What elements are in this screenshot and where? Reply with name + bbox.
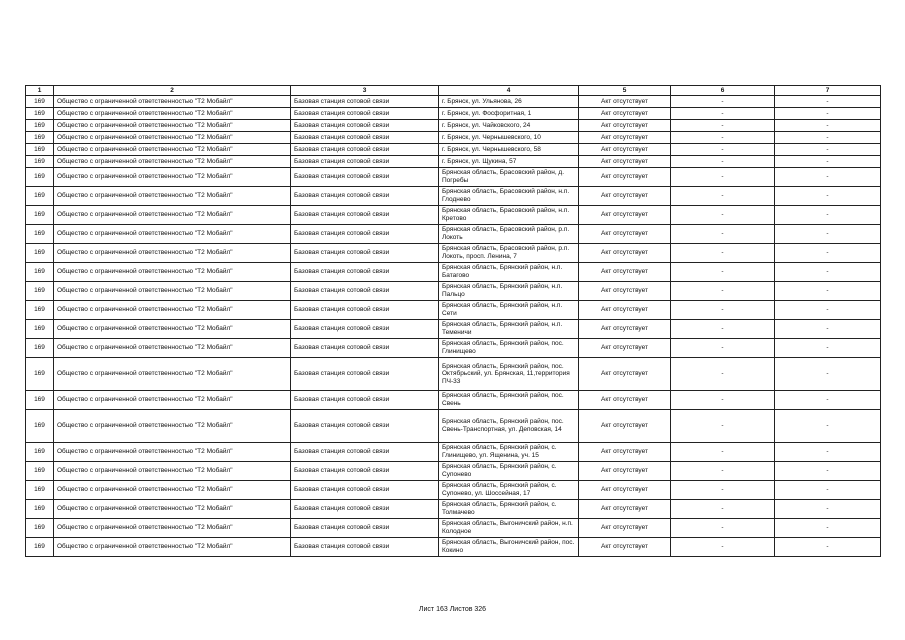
address-cell: Брянская область, Выгоничский район, пос. Кокино [439,538,579,557]
act-cell: Акт отсутствует [579,168,671,187]
registry-table [25,85,881,557]
row-number-cell: 169 [26,108,54,120]
act-cell: Акт отсутствует [579,120,671,132]
address-cell: Брянская область, Брянский район, н.п. Теменичи [439,320,579,339]
organization-cell: Общество с ограниченной ответственностью "Т2 Мобайл" [54,500,291,519]
table-row [26,263,881,282]
organization-cell: Общество с ограниченной ответственностью "Т2 Мобайл" [54,156,291,168]
table-row [26,244,881,263]
table-row [26,339,881,358]
table-row [26,120,881,132]
column-6-cell: - [671,339,775,358]
table-body [26,96,881,557]
column-header: 3 [291,86,439,96]
table-row [26,410,881,443]
organization-cell: Общество с ограниченной ответственностью "Т2 Мобайл" [54,206,291,225]
address-cell: г. Брянск, ул. Чайковского, 24 [439,120,579,132]
organization-cell: Общество с ограниченной ответственностью "Т2 Мобайл" [54,519,291,538]
address-cell: г. Брянск, ул. Фосфоритная, 1 [439,108,579,120]
row-number-cell: 169 [26,156,54,168]
organization-cell: Общество с ограниченной ответственностью "Т2 Мобайл" [54,339,291,358]
table-row [26,187,881,206]
address-cell: г. Брянск, ул. Чернышевского, 10 [439,132,579,144]
column-6-cell: - [671,132,775,144]
row-number-cell: 169 [26,225,54,244]
row-number-cell: 169 [26,339,54,358]
act-cell: Акт отсутствует [579,282,671,301]
column-6-cell: - [671,263,775,282]
object-cell: Базовая станция сотовой связи [291,538,439,557]
organization-cell: Общество с ограниченной ответственностью "Т2 Мобайл" [54,144,291,156]
row-number-cell: 169 [26,320,54,339]
act-cell: Акт отсутствует [579,462,671,481]
organization-cell: Общество с ограниченной ответственностью "Т2 Мобайл" [54,481,291,500]
organization-cell: Общество с ограниченной ответственностью "Т2 Мобайл" [54,443,291,462]
row-number-cell: 169 [26,500,54,519]
column-7-cell: - [775,538,881,557]
column-6-cell: - [671,168,775,187]
address-cell: Брянская область, Брянский район, с. Толмачево [439,500,579,519]
address-cell: Брянская область, Брасовский район, н.п. Глоднево [439,187,579,206]
column-7-cell: - [775,144,881,156]
column-7-cell: - [775,462,881,481]
organization-cell: Общество с ограниченной ответственностью "Т2 Мобайл" [54,391,291,410]
object-cell: Базовая станция сотовой связи [291,206,439,225]
column-6-cell: - [671,120,775,132]
object-cell: Базовая станция сотовой связи [291,156,439,168]
act-cell: Акт отсутствует [579,225,671,244]
column-6-cell: - [671,519,775,538]
row-number-cell: 169 [26,443,54,462]
row-number-cell: 169 [26,244,54,263]
table-row [26,443,881,462]
object-cell: Базовая станция сотовой связи [291,108,439,120]
address-cell: Брянская область, Выгоничский район, н.п. Колодное [439,519,579,538]
row-number-cell: 169 [26,187,54,206]
act-cell: Акт отсутствует [579,96,671,108]
column-6-cell: - [671,96,775,108]
act-cell: Акт отсутствует [579,339,671,358]
table-row [26,301,881,320]
table-row [26,108,881,120]
object-cell: Базовая станция сотовой связи [291,282,439,301]
table-row [26,519,881,538]
column-6-cell: - [671,301,775,320]
address-cell: Брянская область, Брянский район, н.п. Пальцо [439,282,579,301]
table-row [26,96,881,108]
column-7-cell: - [775,120,881,132]
column-6-cell: - [671,244,775,263]
row-number-cell: 169 [26,519,54,538]
column-7-cell: - [775,244,881,263]
column-7-cell: - [775,410,881,443]
act-cell: Акт отсутствует [579,391,671,410]
column-6-cell: - [671,187,775,206]
organization-cell: Общество с ограниченной ответственностью "Т2 Мобайл" [54,96,291,108]
column-6-cell: - [671,391,775,410]
column-6-cell: - [671,481,775,500]
table-row [26,358,881,391]
object-cell: Базовая станция сотовой связи [291,410,439,443]
address-cell: г. Брянск, ул. Щукина, 57 [439,156,579,168]
object-cell: Базовая станция сотовой связи [291,391,439,410]
organization-cell: Общество с ограниченной ответственностью "Т2 Мобайл" [54,108,291,120]
column-6-cell: - [671,500,775,519]
column-7-cell: - [775,443,881,462]
row-number-cell: 169 [26,132,54,144]
column-7-cell: - [775,500,881,519]
act-cell: Акт отсутствует [579,320,671,339]
row-number-cell: 169 [26,538,54,557]
column-7-cell: - [775,206,881,225]
table-row [26,481,881,500]
act-cell: Акт отсутствует [579,443,671,462]
row-number-cell: 169 [26,391,54,410]
row-number-cell: 169 [26,144,54,156]
object-cell: Базовая станция сотовой связи [291,225,439,244]
table-row [26,144,881,156]
object-cell: Базовая станция сотовой связи [291,187,439,206]
act-cell: Акт отсутствует [579,500,671,519]
organization-cell: Общество с ограниченной ответственностью "Т2 Мобайл" [54,301,291,320]
column-7-cell: - [775,320,881,339]
column-7-cell: - [775,168,881,187]
act-cell: Акт отсутствует [579,519,671,538]
row-number-cell: 169 [26,462,54,481]
column-7-cell: - [775,339,881,358]
table-row [26,206,881,225]
row-number-cell: 169 [26,301,54,320]
organization-cell: Общество с ограниченной ответственностью "Т2 Мобайл" [54,244,291,263]
column-header: 4 [439,86,579,96]
column-6-cell: - [671,282,775,301]
column-7-cell: - [775,263,881,282]
organization-cell: Общество с ограниченной ответственностью "Т2 Мобайл" [54,120,291,132]
header-row [26,86,881,96]
table-row [26,500,881,519]
act-cell: Акт отсутствует [579,244,671,263]
column-header: 1 [26,86,54,96]
organization-cell: Общество с ограниченной ответственностью "Т2 Мобайл" [54,320,291,339]
table-row [26,282,881,301]
act-cell: Акт отсутствует [579,108,671,120]
object-cell: Базовая станция сотовой связи [291,500,439,519]
object-cell: Базовая станция сотовой связи [291,120,439,132]
address-cell: Брянская область, Брянский район, пос. Свень-Транспортная, ул. Деповская, 14 [439,410,579,443]
column-6-cell: - [671,443,775,462]
column-7-cell: - [775,358,881,391]
organization-cell: Общество с ограниченной ответственностью "Т2 Мобайл" [54,263,291,282]
table-row [26,132,881,144]
row-number-cell: 169 [26,263,54,282]
object-cell: Базовая станция сотовой связи [291,320,439,339]
organization-cell: Общество с ограниченной ответственностью "Т2 Мобайл" [54,132,291,144]
column-6-cell: - [671,225,775,244]
document-sheet [25,85,880,557]
address-cell: г. Брянск, ул. Ульянова, 26 [439,96,579,108]
column-7-cell: - [775,301,881,320]
column-6-cell: - [671,410,775,443]
organization-cell: Общество с ограниченной ответственностью "Т2 Мобайл" [54,225,291,244]
row-number-cell: 169 [26,410,54,443]
row-number-cell: 169 [26,168,54,187]
address-cell: Брянская область, Брянский район, с. Супонево, ул. Шоссейная, 17 [439,481,579,500]
address-cell: Брянская область, Брянский район, с. Супонево [439,462,579,481]
organization-cell: Общество с ограниченной ответственностью "Т2 Мобайл" [54,538,291,557]
act-cell: Акт отсутствует [579,187,671,206]
column-7-cell: - [775,108,881,120]
column-header: 7 [775,86,881,96]
column-6-cell: - [671,108,775,120]
column-7-cell: - [775,225,881,244]
table-row [26,462,881,481]
object-cell: Базовая станция сотовой связи [291,462,439,481]
row-number-cell: 169 [26,481,54,500]
organization-cell: Общество с ограниченной ответственностью "Т2 Мобайл" [54,410,291,443]
column-7-cell: - [775,391,881,410]
object-cell: Базовая станция сотовой связи [291,301,439,320]
column-6-cell: - [671,206,775,225]
organization-cell: Общество с ограниченной ответственностью "Т2 Мобайл" [54,282,291,301]
column-6-cell: - [671,462,775,481]
address-cell: Брянская область, Брасовский район, н.п. Кретово [439,206,579,225]
object-cell: Базовая станция сотовой связи [291,168,439,187]
act-cell: Акт отсутствует [579,481,671,500]
column-6-cell: - [671,156,775,168]
column-6-cell: - [671,320,775,339]
object-cell: Базовая станция сотовой связи [291,339,439,358]
column-6-cell: - [671,144,775,156]
act-cell: Акт отсутствует [579,301,671,320]
row-number-cell: 169 [26,120,54,132]
address-cell: г. Брянск, ул. Чернышевского, 58 [439,144,579,156]
table-row [26,391,881,410]
column-7-cell: - [775,156,881,168]
column-7-cell: - [775,282,881,301]
column-7-cell: - [775,132,881,144]
act-cell: Акт отсутствует [579,132,671,144]
act-cell: Акт отсутствует [579,156,671,168]
object-cell: Базовая станция сотовой связи [291,132,439,144]
act-cell: Акт отсутствует [579,358,671,391]
column-header: 2 [54,86,291,96]
column-7-cell: - [775,187,881,206]
organization-cell: Общество с ограниченной ответственностью "Т2 Мобайл" [54,187,291,206]
table-row [26,225,881,244]
address-cell: Брянская область, Брянский район, пос. Свень [439,391,579,410]
column-header: 6 [671,86,775,96]
column-7-cell: - [775,96,881,108]
address-cell: Брянская область, Брянский район, пос. Глинищево [439,339,579,358]
row-number-cell: 169 [26,282,54,301]
table-row [26,320,881,339]
address-cell: Брянская область, Брасовский район, д. Погребы [439,168,579,187]
address-cell: Брянская область, Брасовский район, р.п. Локоть, просп. Ленина, 7 [439,244,579,263]
address-cell: Брянская область, Брянский район, с. Глинищево, ул. Ященина, уч. 15 [439,443,579,462]
organization-cell: Общество с ограниченной ответственностью "Т2 Мобайл" [54,462,291,481]
object-cell: Базовая станция сотовой связи [291,96,439,108]
object-cell: Базовая станция сотовой связи [291,519,439,538]
column-6-cell: - [671,358,775,391]
address-cell: Брянская область, Брасовский район, р.п. Локоть [439,225,579,244]
organization-cell: Общество с ограниченной ответственностью "Т2 Мобайл" [54,168,291,187]
page-footer: Лист 163 Листов 326 [418,606,487,613]
act-cell: Акт отсутствует [579,144,671,156]
row-number-cell: 169 [26,206,54,225]
address-cell: Брянская область, Брянский район, н.п. Батагово [439,263,579,282]
object-cell: Базовая станция сотовой связи [291,244,439,263]
organization-cell: Общество с ограниченной ответственностью "Т2 Мобайл" [54,358,291,391]
table-row [26,156,881,168]
row-number-cell: 169 [26,358,54,391]
address-cell: Брянская область, Брянский район, пос. Октябрьский, ул. Брянская, 11,территория ПЧ-33 [439,358,579,391]
object-cell: Базовая станция сотовой связи [291,144,439,156]
object-cell: Базовая станция сотовой связи [291,358,439,391]
act-cell: Акт отсутствует [579,410,671,443]
column-header: 5 [579,86,671,96]
table-row [26,168,881,187]
act-cell: Акт отсутствует [579,538,671,557]
column-7-cell: - [775,481,881,500]
address-cell: Брянская область, Брянский район, н.п. Сети [439,301,579,320]
row-number-cell: 169 [26,96,54,108]
column-6-cell: - [671,538,775,557]
object-cell: Базовая станция сотовой связи [291,263,439,282]
object-cell: Базовая станция сотовой связи [291,443,439,462]
act-cell: Акт отсутствует [579,206,671,225]
act-cell: Акт отсутствует [579,263,671,282]
object-cell: Базовая станция сотовой связи [291,481,439,500]
table-row [26,538,881,557]
column-7-cell: - [775,519,881,538]
